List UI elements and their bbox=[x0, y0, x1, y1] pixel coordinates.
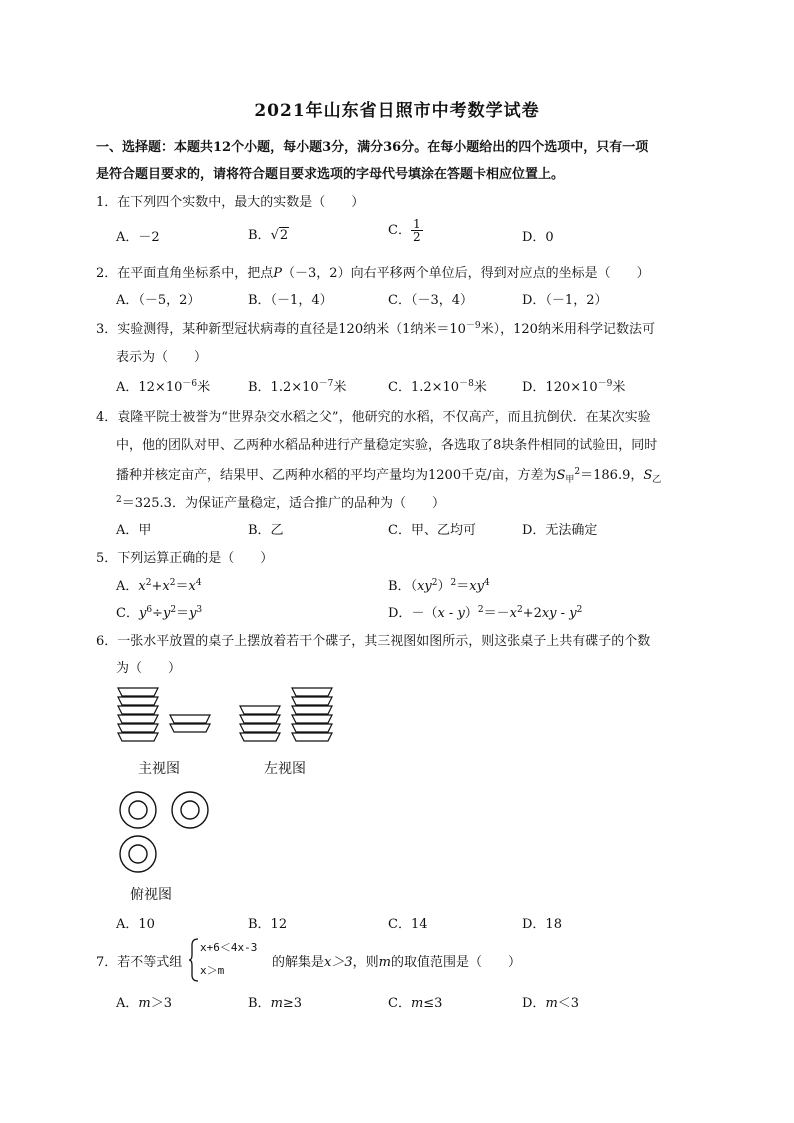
math-exp: 2 bbox=[145, 578, 152, 588]
q7-option-c-rel: ≤3 bbox=[423, 996, 443, 1011]
plate-side-shape bbox=[292, 724, 332, 732]
q3-stem-a: 3．实验测得，某种新型冠状病毒的直径是120纳米（1纳米＝10 bbox=[96, 322, 466, 337]
sqrt-symbol: √2 bbox=[270, 228, 289, 243]
q3-option-b-base: B．1.2×10 bbox=[248, 380, 319, 395]
plate-side-shape bbox=[118, 697, 158, 705]
q6-line2: 为（ ） bbox=[116, 661, 182, 676]
math-exp: 2 bbox=[431, 578, 438, 588]
math-exp: 2 bbox=[516, 605, 523, 615]
plate-side-shape bbox=[118, 715, 158, 723]
plate-inner-circle bbox=[129, 845, 147, 863]
q5-option-d-prefix: D． bbox=[388, 606, 412, 621]
fraction bbox=[411, 218, 423, 243]
plate-side-shape bbox=[292, 706, 332, 714]
math-exp: 3 bbox=[196, 605, 203, 615]
plate-side-shape bbox=[292, 688, 332, 696]
plate-outer-circle bbox=[120, 836, 156, 872]
q3-option-c-base: C．1.2×10 bbox=[388, 380, 460, 395]
q1-option-c-prefix: C． bbox=[388, 223, 411, 238]
q7-option-b bbox=[248, 992, 302, 1011]
inequality-line2: x＞m bbox=[200, 964, 225, 977]
q7-stem-m: m bbox=[378, 955, 391, 970]
math-x: x bbox=[162, 579, 170, 594]
q2-option-a: A．（－5，2） bbox=[116, 293, 201, 308]
plate-inner-circle bbox=[181, 801, 199, 819]
q5-option-d: D．$-(x - y)^2=-x^2+2xy - y^2$ bbox=[388, 605, 583, 621]
q7-option-c-prefix: C． bbox=[388, 996, 411, 1011]
q3-option-d bbox=[522, 376, 625, 395]
plate-side-shape bbox=[292, 733, 332, 741]
q4-s-jia: S bbox=[556, 468, 566, 483]
math-y: y bbox=[457, 606, 465, 621]
q4-option-c: C．甲、乙均可 bbox=[388, 523, 476, 538]
q4-line2: 中，他的团队对甲、乙两种水稻品种进行产量稳定实验，各选取了8块条件相同的试验田，同时 bbox=[116, 438, 658, 453]
q3-option-b-exp: －7 bbox=[318, 379, 334, 389]
left-view-figure bbox=[236, 686, 340, 748]
math-y: y bbox=[162, 606, 171, 621]
math-exp: 4 bbox=[483, 578, 490, 588]
q4-option-a: A．甲 bbox=[116, 523, 152, 538]
section-instructions-line2: 是符合题目要求的，请将符合题目要求选项的字母代号填涂在答题卡相应位置上。 bbox=[96, 167, 565, 182]
q7-stem-cond: x＞3 bbox=[324, 955, 353, 970]
plate-side-shape bbox=[292, 697, 332, 705]
q3-option-a-unit: 米 bbox=[197, 380, 211, 395]
q1-option-b-radicand: 2 bbox=[279, 228, 289, 243]
q7-option-c-var: m bbox=[410, 996, 424, 1011]
math-x: x bbox=[437, 606, 445, 621]
q7-option-c bbox=[388, 992, 442, 1011]
plate-outer-circle bbox=[120, 792, 156, 828]
q3-option-d-exp: －9 bbox=[597, 379, 613, 389]
math-exp: 6 bbox=[146, 605, 153, 615]
plate-side-shape bbox=[292, 715, 332, 723]
math-x: x bbox=[188, 579, 196, 594]
math-exp: 2 bbox=[450, 578, 457, 588]
q7-option-a bbox=[116, 992, 172, 1011]
q5-option-a-prefix: A． bbox=[116, 579, 139, 594]
q3-option-c-unit: 米 bbox=[473, 380, 487, 395]
plate-side-shape bbox=[170, 715, 210, 723]
q3-option-c bbox=[388, 376, 487, 395]
q3-stem-exp: －9 bbox=[465, 321, 481, 331]
q4-line3-a: 播种并核定亩产，结果甲、乙两种水稻的平均产量均为1200千克/亩，方差为 bbox=[116, 468, 557, 483]
q7-stem-c: ，则 bbox=[352, 955, 379, 970]
plate-side-shape bbox=[240, 724, 280, 732]
q3-stem bbox=[96, 318, 655, 337]
q3-stem-b: 米），120纳米用科学记数法可 bbox=[480, 322, 655, 337]
q3-option-b-unit: 米 bbox=[333, 380, 347, 395]
inequality-line1: x+6＜4x-3 bbox=[200, 941, 258, 954]
q6-line1: 6．一张水平放置的桌子上摆放着若干个碟子，其三视图如图所示，则这张桌子上共有碟子的个数 bbox=[96, 634, 651, 649]
q2-stem-var: P bbox=[273, 266, 283, 281]
q1-stem: 1．在下列四个实数中，最大的实数是（ ） bbox=[96, 195, 365, 210]
q4-option-b: B．乙 bbox=[248, 523, 284, 538]
math-xy: xy bbox=[417, 579, 432, 594]
page-title: 2021年山东省日照市中考数学试卷 bbox=[254, 101, 540, 121]
math-exp: 2 bbox=[576, 605, 583, 615]
plate-side-shape bbox=[118, 688, 158, 696]
q4-line3 bbox=[116, 464, 661, 485]
q5-stem: 5．下列运算正确的是（ ） bbox=[96, 551, 274, 566]
math-x: x bbox=[509, 606, 517, 621]
q7-stem-d: 的取值范围是（ ） bbox=[390, 955, 521, 970]
math-exp: 2 bbox=[170, 605, 177, 615]
q1-option-b-prefix: B． bbox=[248, 228, 271, 243]
plate-side-shape bbox=[240, 706, 280, 714]
front-view-figure bbox=[114, 686, 218, 748]
q7-option-a-rel: ＞3 bbox=[150, 996, 172, 1011]
math-xy: xy bbox=[469, 579, 484, 594]
q7-stem-a: 7．若不等式组 bbox=[96, 955, 183, 970]
q7-option-b-var: m bbox=[270, 996, 283, 1011]
q3-stem-line2: 表示为（ ） bbox=[116, 350, 208, 365]
inequality-system bbox=[188, 938, 274, 982]
math-exp: 4 bbox=[195, 578, 202, 588]
front-view-label: 主视图 bbox=[138, 761, 180, 777]
left-brace-icon bbox=[188, 938, 200, 982]
q1-option-c bbox=[388, 218, 423, 243]
top-view-figure bbox=[116, 788, 216, 878]
q2-option-d: D．（－1，2） bbox=[522, 293, 608, 308]
q4-s-yi: S bbox=[643, 468, 653, 483]
section-instructions-line1: 一、选择题：本题共12个小题，每小题3分，满分36分。在每小题给出的四个选项中，只有一项 bbox=[96, 140, 649, 155]
left-view-label: 左视图 bbox=[264, 761, 306, 777]
q2-stem bbox=[96, 262, 650, 281]
q1-option-d: D．0 bbox=[522, 230, 554, 245]
q7-option-d-rel: ＜3 bbox=[557, 996, 580, 1011]
plate-side-shape bbox=[118, 706, 158, 714]
plate-side-shape bbox=[118, 724, 158, 732]
q1-option-b bbox=[248, 224, 289, 243]
q4-line4-text: ＝325.3．为保证产量稳定，适合推广的品种为（ ） bbox=[121, 496, 445, 511]
q6-option-d: D．18 bbox=[522, 917, 562, 932]
plate-side-shape bbox=[118, 733, 158, 741]
math-y: y bbox=[569, 606, 577, 621]
q3-option-a-base: A．12×10 bbox=[116, 380, 183, 395]
q4-option-d: D．无法确定 bbox=[522, 523, 598, 538]
q7-option-d-prefix: D． bbox=[522, 996, 546, 1011]
math-y: y bbox=[189, 606, 197, 621]
q7-stem-b: 的解集是 bbox=[272, 955, 325, 970]
plate-side-shape bbox=[240, 715, 280, 723]
q5-option-a: A．$x^2+x^2=x^4$ bbox=[116, 578, 202, 594]
q7-option-d bbox=[522, 992, 579, 1011]
q3-option-c-exp: －8 bbox=[459, 379, 474, 389]
q5-option-b-prefix: B． bbox=[388, 579, 411, 594]
q6-option-a: A．10 bbox=[116, 917, 155, 932]
q3-option-d-base: D．120×10 bbox=[522, 380, 598, 395]
q6-option-c: C．14 bbox=[388, 917, 428, 932]
math-x: x bbox=[138, 579, 146, 594]
q7-option-b-prefix: B． bbox=[248, 996, 271, 1011]
q4-exp-yi: 2 bbox=[116, 495, 122, 505]
q4-val-jia: ＝186.9， bbox=[580, 468, 644, 483]
q2-stem-a: 2．在平面直角坐标系中，把点 bbox=[96, 266, 274, 281]
q5-option-c: C．$y^6\div y^2=y^3$ bbox=[116, 605, 203, 621]
math-y: y bbox=[138, 606, 147, 621]
math-xy: xy bbox=[541, 606, 557, 621]
plate-inner-circle bbox=[129, 801, 147, 819]
q3-option-a bbox=[116, 376, 210, 395]
q4-sub-jia: 甲 bbox=[565, 475, 575, 485]
q3-option-a-exp: －6 bbox=[182, 379, 198, 389]
math-exp: 2 bbox=[169, 578, 176, 588]
math-exp: 2 bbox=[477, 605, 484, 615]
q4-sub-yi: 乙 bbox=[652, 475, 662, 485]
q2-stem-b: （－3，2）向右平移两个单位后，得到对应点的坐标是（ ） bbox=[282, 266, 650, 281]
q2-option-c: C．（－3，4） bbox=[388, 293, 473, 308]
plate-outer-circle bbox=[172, 792, 208, 828]
q4-line4 bbox=[116, 492, 445, 511]
top-view-label: 俯视图 bbox=[130, 887, 172, 903]
plate-side-shape bbox=[240, 733, 280, 741]
q5-option-c-prefix: C． bbox=[116, 606, 139, 621]
plate-side-shape bbox=[170, 724, 210, 732]
q6-option-b: B．12 bbox=[248, 917, 288, 932]
q1-option-c-denominator: 2 bbox=[412, 230, 421, 244]
q2-option-b: B．（－1，4） bbox=[248, 293, 333, 308]
q7-option-a-var: m bbox=[138, 996, 151, 1011]
q7-stem-rest bbox=[272, 951, 521, 970]
q7-option-a-prefix: A． bbox=[116, 996, 139, 1011]
q5-option-b: B．$(xy^2)^2=xy^4$ bbox=[388, 578, 490, 594]
q4-line1: 4．袁隆平院士被誉为“世界杂交水稻之父”，他研究的水稻，不仅高产，而且抗倒伏．在某次实验 bbox=[96, 410, 651, 425]
q3-option-b bbox=[248, 376, 346, 395]
q7-option-d-var: m bbox=[545, 996, 558, 1011]
q1-option-c-numerator: 1 bbox=[412, 217, 421, 231]
q7-option-b-rel: ≥3 bbox=[282, 996, 303, 1011]
q4-exp-jia: 2 bbox=[574, 467, 581, 477]
q3-option-d-unit: 米 bbox=[612, 380, 626, 395]
q1-option-a: A．－2 bbox=[116, 230, 160, 245]
